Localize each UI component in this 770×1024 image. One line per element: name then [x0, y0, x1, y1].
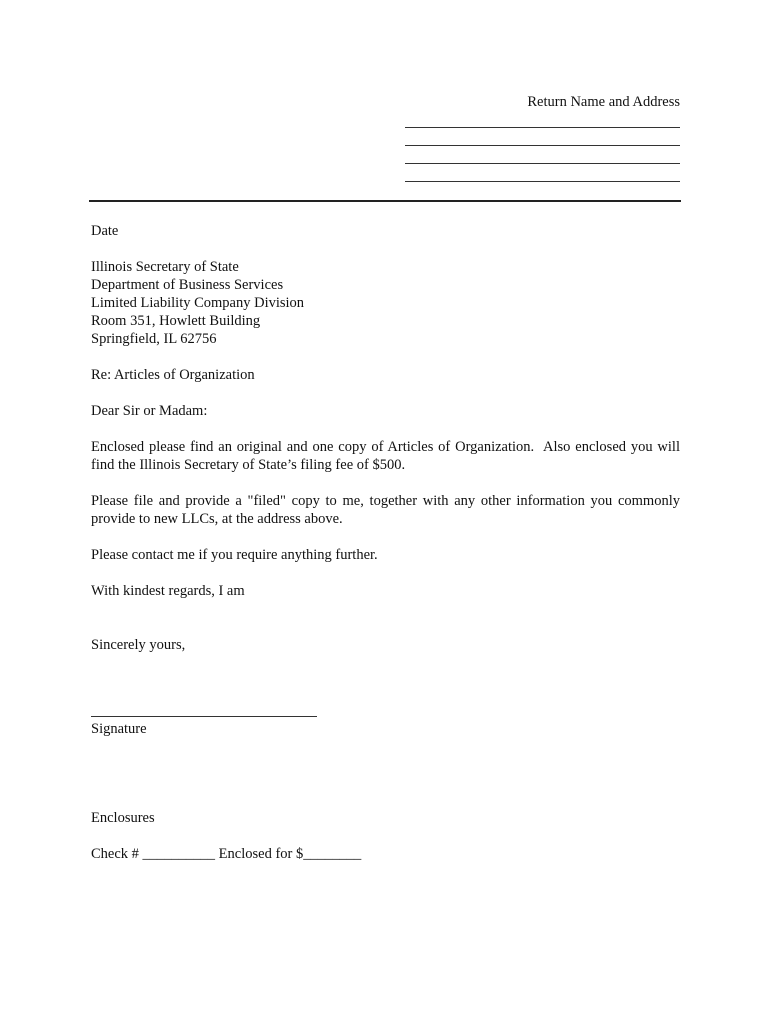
check-enclosed-line: Check # __________ Enclosed for $________ — [91, 846, 362, 862]
return-address-line-2 — [405, 145, 680, 146]
return-address-title: Return Name and Address — [527, 94, 680, 110]
signature-label: Signature — [91, 721, 147, 737]
regards-line: With kindest regards, I am — [91, 583, 245, 599]
closing-line: Sincerely yours, — [91, 637, 186, 653]
paragraph-contact: Please contact me if you require anything further. — [91, 547, 378, 563]
recipient-line: Limited Liability Company Division — [91, 295, 305, 311]
re-line: Re: Articles of Organization — [91, 367, 255, 383]
letter-body — [91, 222, 684, 863]
paragraph-enclosed: Enclosed please find an original and one copy of Articles of Organization. Also enclosed you will find the Illinois Secretary of State’s filing fee of $500. — [91, 439, 684, 473]
recipient-address — [91, 258, 680, 348]
return-address-line-3 — [405, 163, 680, 164]
salutation: Dear Sir or Madam: — [91, 403, 208, 419]
date-label: Date — [91, 223, 119, 239]
return-address-block — [405, 93, 680, 182]
recipient-line: Department of Business Services — [91, 277, 284, 293]
return-address-line-4 — [405, 181, 680, 182]
recipient-line: Room 351, Howlett Building — [91, 313, 261, 329]
recipient-line: Springfield, IL 62756 — [91, 331, 217, 347]
return-address-line-1 — [405, 127, 680, 128]
enclosures-label: Enclosures — [91, 810, 155, 826]
header-divider — [89, 200, 681, 202]
paragraph-file-request: Please file and provide a "filed" copy to me, together with any other information you commonly provide to new LLCs, at the address above. — [91, 493, 680, 527]
recipient-line: Illinois Secretary of State — [91, 259, 239, 275]
